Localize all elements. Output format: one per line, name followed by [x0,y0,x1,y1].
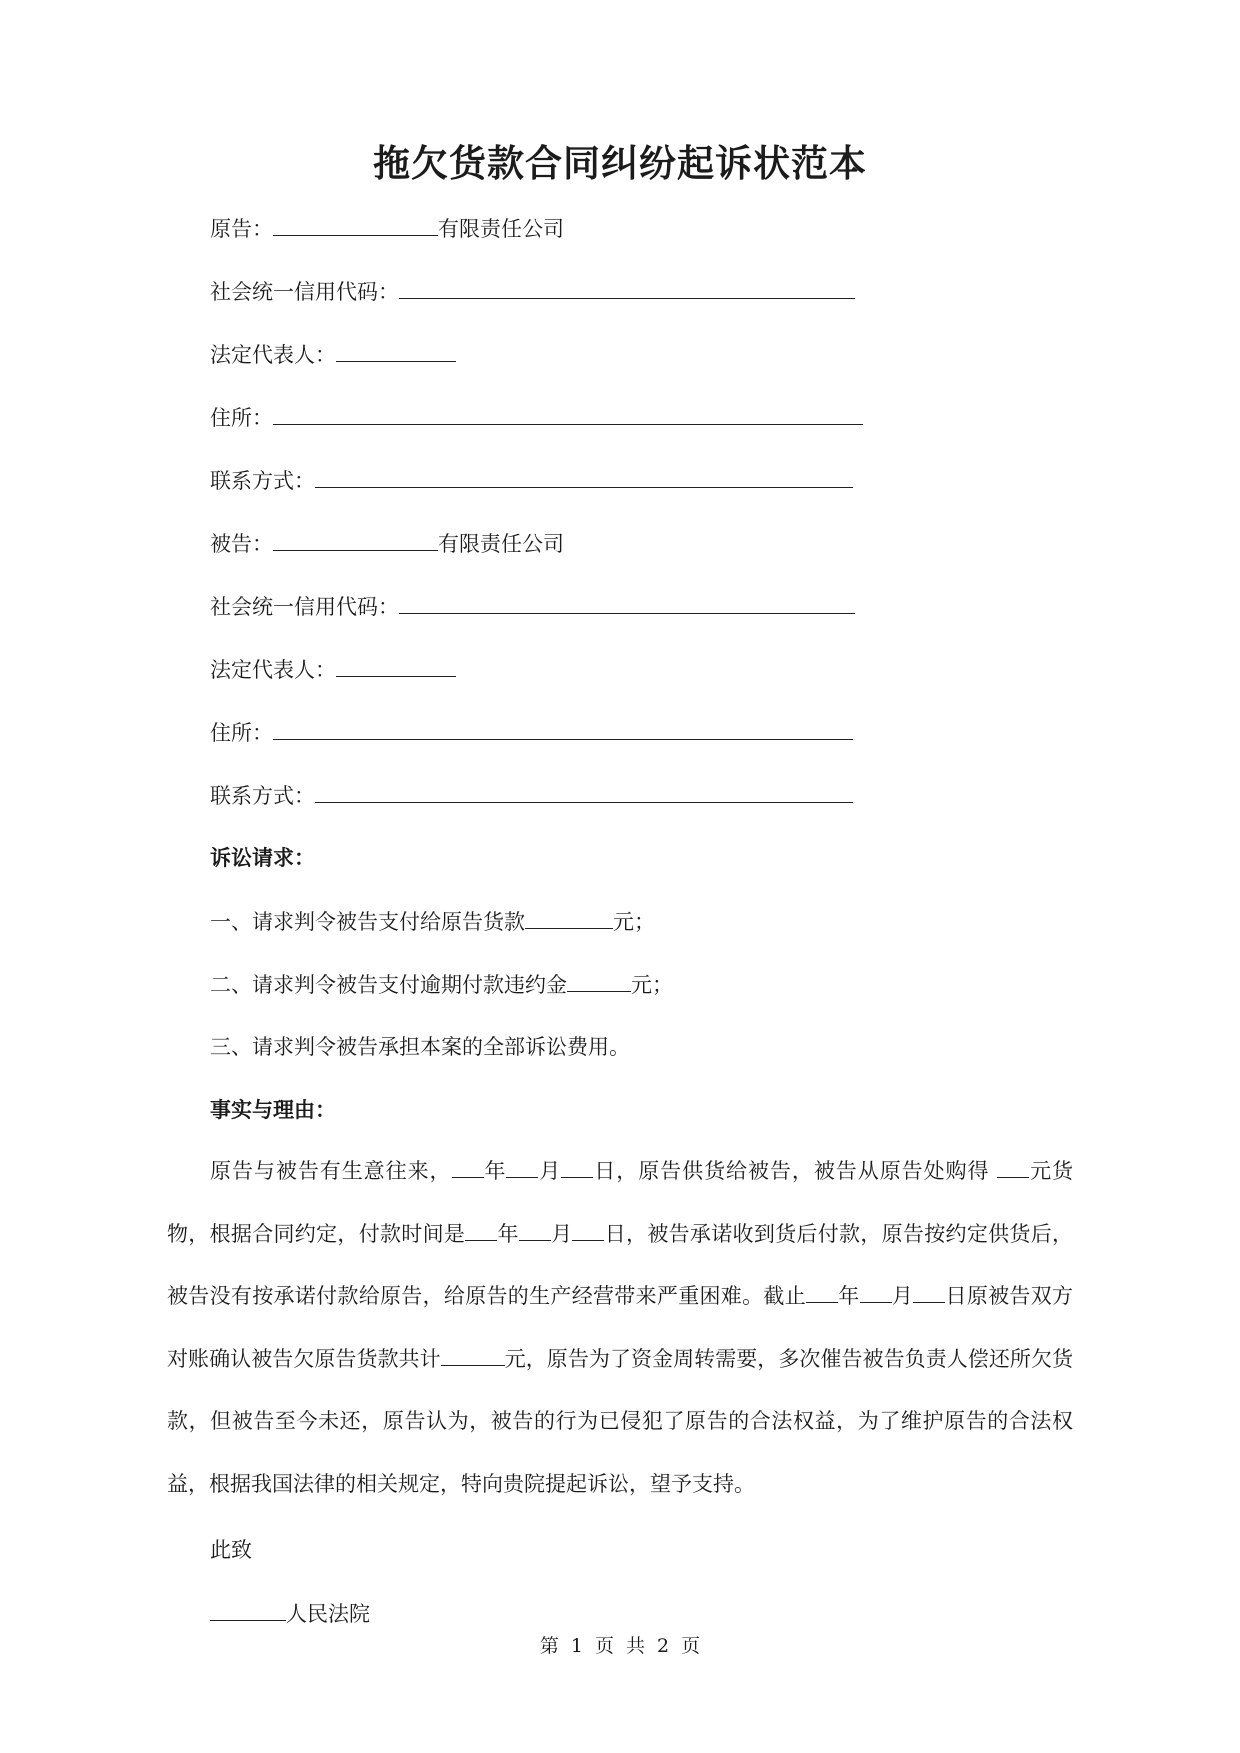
plaintiff-legal-rep-line [210,339,456,370]
defendant-credit-code-blank[interactable] [399,591,855,614]
defendant-address-label: 住所： [210,721,273,745]
goods-amount-blank[interactable] [997,1155,1029,1178]
defendant-credit-code-label: 社会统一信用代码： [210,595,399,619]
defendant-suffix: 有限责任公司 [438,532,564,556]
claim-item-2-text: 二、请求判令被告支付逾期付款违约金 [210,973,567,997]
facts-text: 月 [538,1159,562,1183]
facts-text: 年 [497,1221,519,1246]
defendant-legal-rep-blank[interactable] [336,654,456,677]
court-suffix: 人民法院 [286,1602,370,1626]
plaintiff-address-line [210,402,863,433]
defendant-legal-rep-label: 法定代表人： [210,658,336,682]
defendant-label: 被告： [210,532,273,556]
claim-item-1-unit: 元； [613,910,655,934]
plaintiff-contact-label: 联系方式： [210,469,315,493]
document-title: 拖欠货款合同纠纷起诉状范本 [373,141,867,185]
claim-item-3: 三、请求判令被告承担本案的全部诉讼费用。 [210,1035,630,1059]
court-name-blank[interactable] [210,1598,286,1621]
plaintiff-contact-line [210,465,853,496]
facts-text: 年 [838,1284,860,1308]
plaintiff-suffix: 有限责任公司 [438,217,564,241]
defendant-contact-line [210,780,853,811]
plaintiff-label: 原告： [210,217,273,241]
court-line [210,1598,370,1629]
plaintiff-legal-rep-blank[interactable] [336,339,456,362]
claim-item-1 [210,906,655,937]
facts-text: 月 [550,1221,573,1246]
facts-text: 年 [483,1159,507,1183]
plaintiff-credit-code-line [210,276,855,307]
facts-text: 月 [891,1284,914,1308]
claim-item-2-amount-blank[interactable] [567,969,631,992]
defendant-name-blank[interactable] [273,528,438,551]
facts-text: 日，原告供货给被告，被告从原告处购得 [593,1159,998,1183]
facts-text: 日，被告承诺收到货后付款，原告按约定供货后，被告没有按承诺付款给原告，给原告的生产经营带来严重困难。截止 [167,1221,1074,1308]
plaintiff-address-blank[interactable] [273,402,863,425]
defendant-contact-blank[interactable] [315,780,853,803]
owed-amount-blank[interactable] [441,1343,505,1366]
facts-text: 原告与被告有生意往来， [210,1159,452,1183]
defendant-legal-rep-line [210,654,456,685]
defendant-address-blank[interactable] [273,717,853,740]
facts-text: 元，原告为了资金周转需要，多次催告被告负责人偿还所欠货款，但被告至今未还，原告认为，被告的行为已侵犯了原告的合法权益，为了维护原告的合法权益，根据我国法律的相关规定，特向贵院提起诉讼，望予支持。 [167,1346,1074,1496]
claim-item-2-unit: 元； [631,973,673,997]
defendant-contact-label: 联系方式： [210,784,315,808]
plaintiff-legal-rep-label: 法定代表人： [210,343,336,367]
date-year-blank[interactable] [452,1155,484,1178]
claim-item-1-text: 一、请求判令被告支付给原告货款 [210,910,525,934]
date-month-blank[interactable] [506,1155,538,1178]
claim-item-1-amount-blank[interactable] [525,906,613,929]
closing-salutation: 此致 [210,1538,252,1562]
plaintiff-line [210,213,564,244]
facts-paragraph [167,1140,1073,1515]
plaintiff-credit-code-blank[interactable] [399,276,855,299]
facts-text: 日原被告双方对账确认被告欠原告货款共计 [167,1284,1074,1371]
cutoff-year-blank[interactable] [806,1280,838,1303]
defendant-address-line [210,717,853,748]
facts-text: 元货物，根据合同约定，付款时间是 [167,1159,1074,1246]
claims-heading: 诉讼请求： [210,845,315,870]
claim-item-2 [210,969,673,1000]
plaintiff-contact-blank[interactable] [315,465,853,488]
cutoff-day-blank[interactable] [913,1280,945,1303]
plaintiff-address-label: 住所： [210,406,273,430]
facts-heading: 事实与理由： [210,1097,336,1122]
plaintiff-name-blank[interactable] [273,213,438,236]
cutoff-month-blank[interactable] [860,1280,892,1303]
date-day-blank[interactable] [561,1155,593,1178]
payment-day-blank[interactable] [572,1218,604,1241]
defendant-credit-code-line [210,591,855,622]
defendant-line [210,528,564,559]
plaintiff-credit-code-label: 社会统一信用代码： [210,280,399,304]
page-footer: 第 1 页 共 2 页 [539,1635,701,1657]
payment-month-blank[interactable] [519,1218,551,1241]
payment-year-blank[interactable] [465,1218,497,1241]
